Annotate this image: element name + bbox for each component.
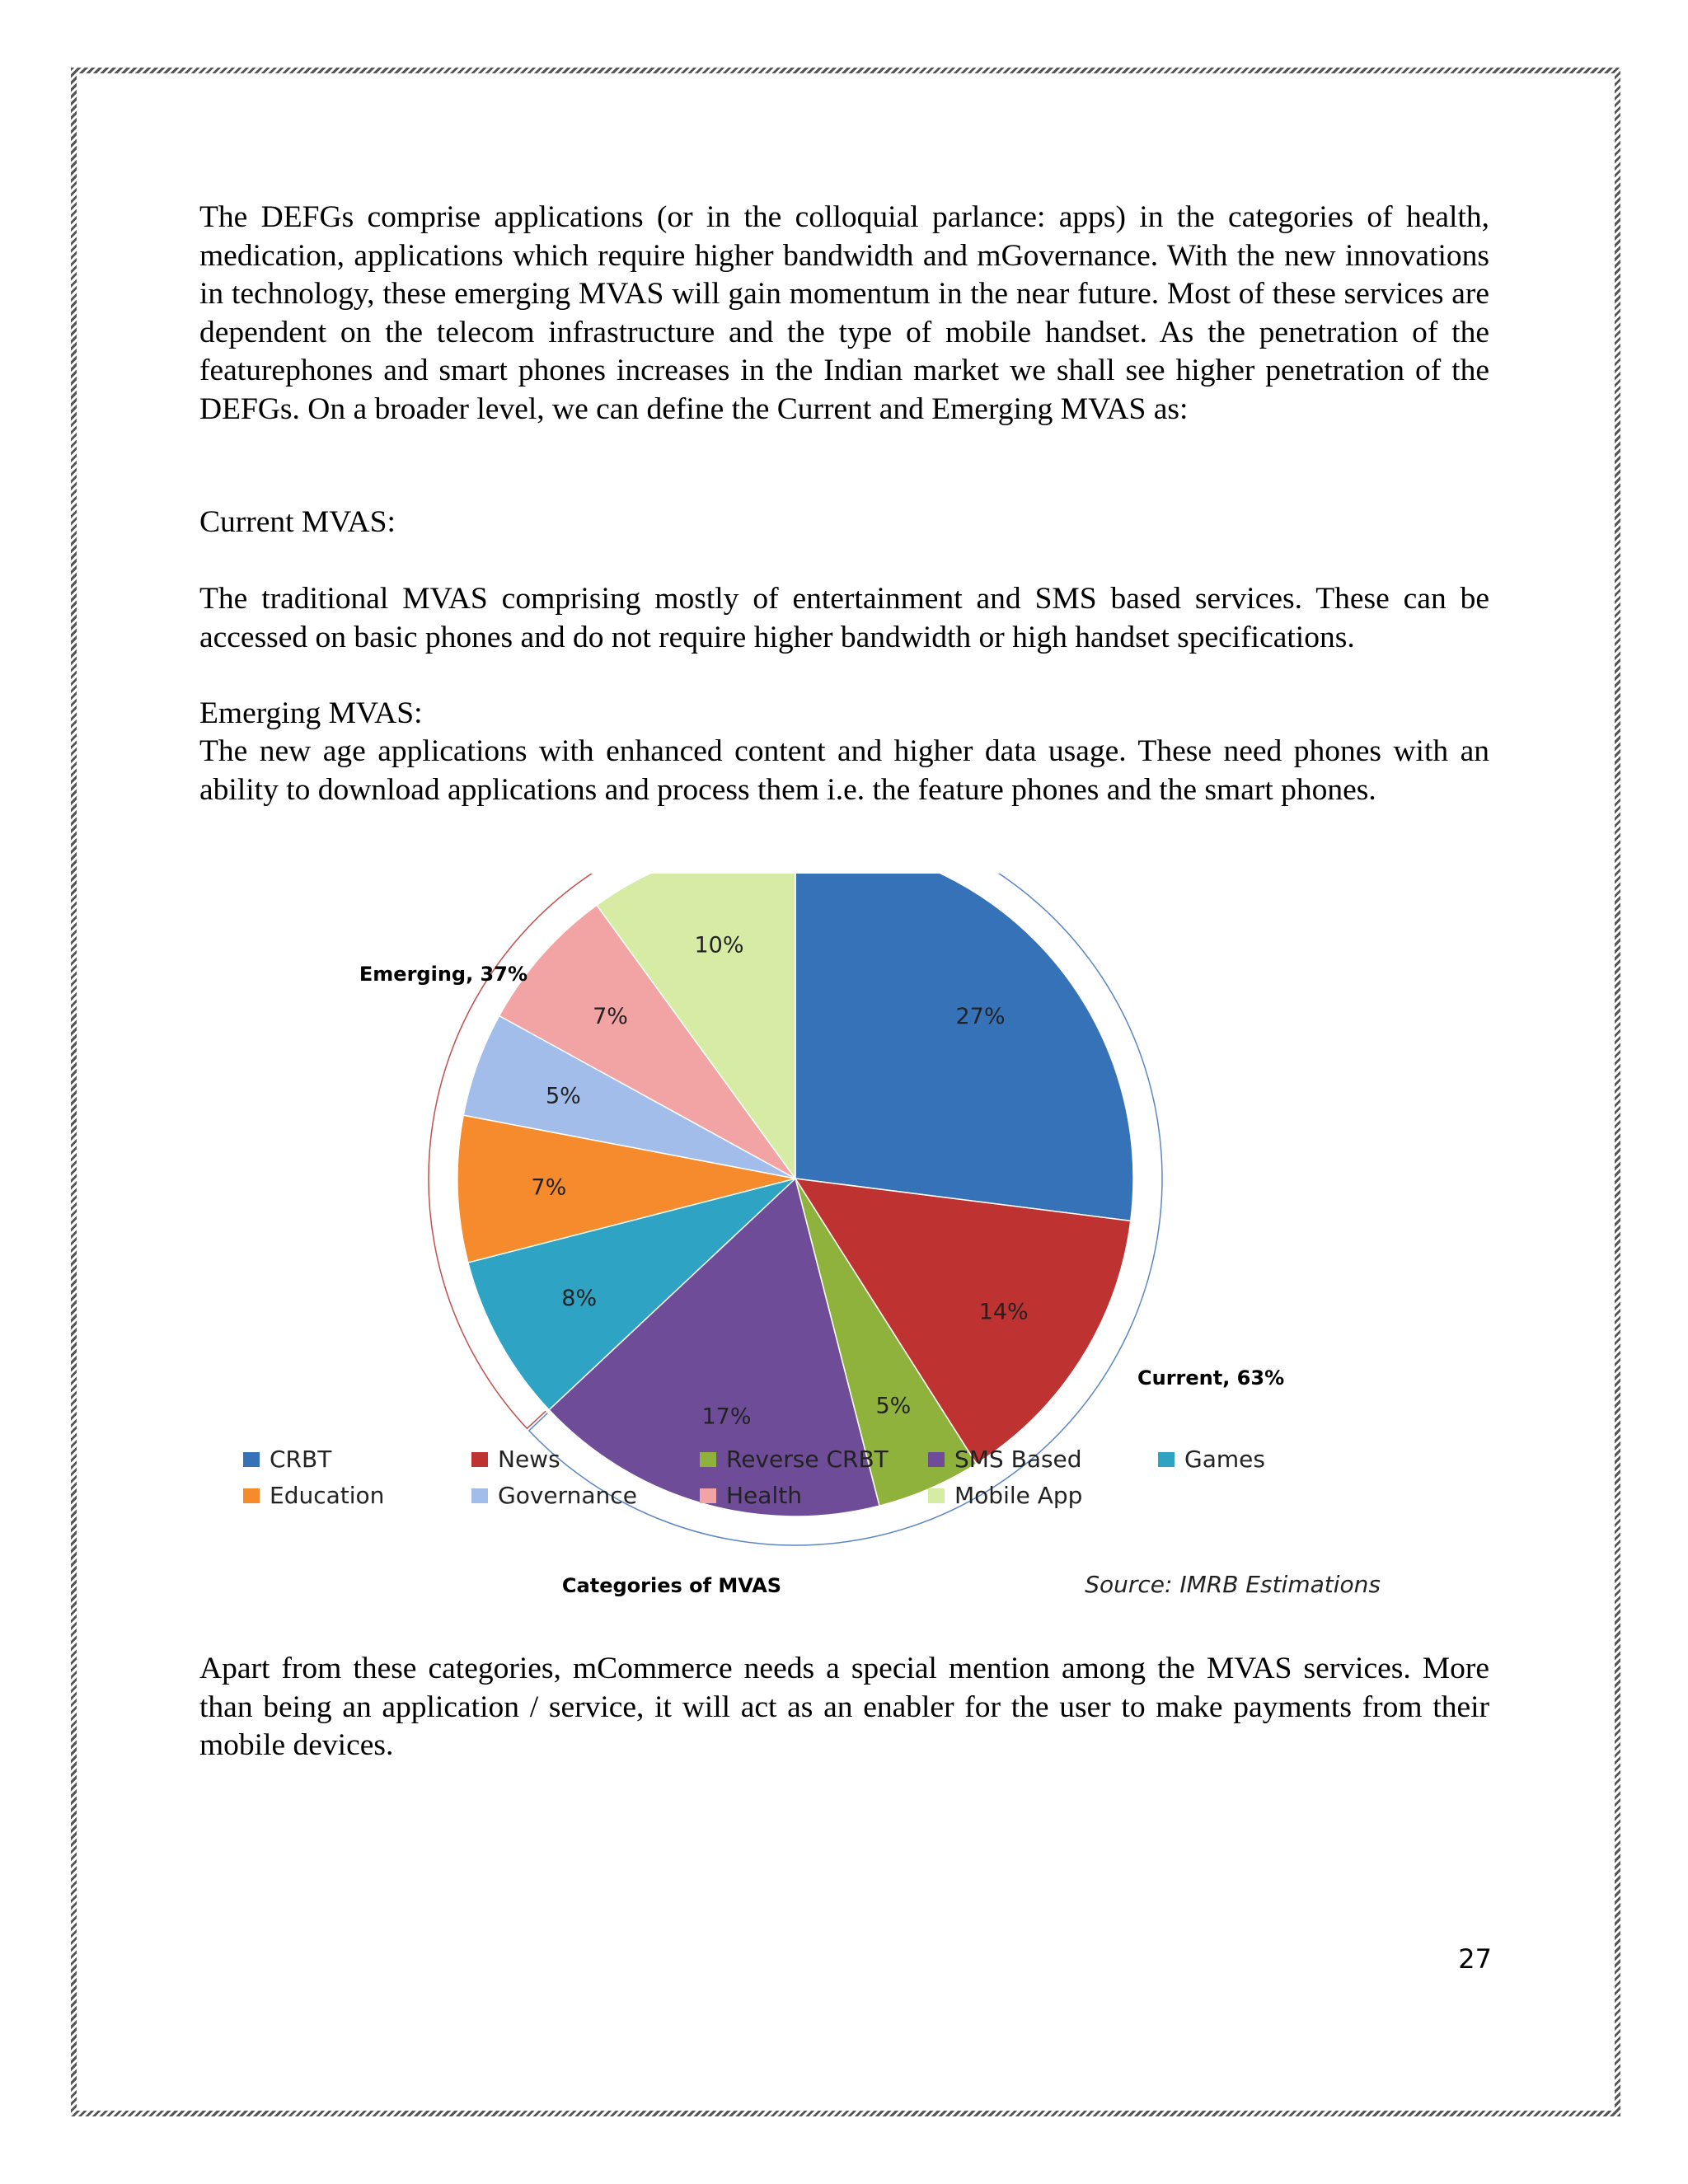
slice-label-sms-based: 17% <box>701 1404 752 1430</box>
emerging-mvas-heading: Emerging MVAS: <box>199 696 423 730</box>
current-mvas-paragraph: The traditional MVAS comprising mostly of entertainment and SMS based services. These can be accessed on basic phones and do not require higher bandwidth or high handset specifications. <box>199 582 1489 654</box>
slice-label-mobile-app: 10% <box>694 932 744 958</box>
slice-label-news: 14% <box>978 1299 1029 1325</box>
legend-item-governance <box>471 1482 637 1509</box>
legend-label-crbt: CRBT <box>270 1446 332 1473</box>
legend-swatch-sms-based <box>928 1452 945 1467</box>
slice-label-health: 7% <box>593 1004 628 1030</box>
legend-swatch-governance <box>471 1488 488 1503</box>
closing-paragraph: Apart from these categories, mCommerce needs a special mention among the MVAS services. More than being an application / service, it will act as an enabler for the user to make payments from their mobile devices. <box>199 1652 1489 1762</box>
legend-item-news <box>471 1446 560 1473</box>
legend-swatch-news <box>471 1452 488 1467</box>
legend-label-governance: Governance <box>498 1482 637 1509</box>
legend-label-health: Health <box>726 1482 802 1509</box>
legend-label-games: Games <box>1184 1446 1265 1473</box>
legend-item-reverse-crbt <box>700 1446 889 1473</box>
legend-swatch-games <box>1158 1452 1175 1467</box>
legend-swatch-reverse-crbt <box>700 1452 716 1467</box>
legend-swatch-mobile-app <box>928 1488 945 1503</box>
group-label-emerging: Emerging, 37% <box>359 963 528 986</box>
slice-label-governance: 5% <box>545 1083 581 1109</box>
legend-item-education <box>243 1482 384 1509</box>
group-label-current: Current, 63% <box>1137 1366 1285 1390</box>
legend-swatch-crbt <box>243 1452 260 1467</box>
page-number: 27 <box>1458 1943 1492 1975</box>
mvas-pie-chart <box>223 874 1409 1615</box>
legend-swatch-education <box>243 1488 260 1503</box>
legend-item-crbt <box>243 1446 332 1473</box>
legend-item-mobile-app <box>928 1482 1082 1509</box>
pie-slice-crbt <box>795 874 1133 1221</box>
emerging-mvas-paragraph: The new age applications with enhanced content and higher data usage. These need phones with an ability to download applications and process them i.e. the feature phones and the smart phones. <box>199 734 1489 807</box>
legend-item-games <box>1158 1446 1265 1473</box>
legend-label-education: Education <box>270 1482 385 1509</box>
slice-label-crbt: 27% <box>955 1004 1006 1030</box>
legend-swatch-health <box>700 1488 716 1503</box>
legend-label-reverse-crbt: Reverse CRBT <box>726 1446 889 1473</box>
current-mvas-heading: Current MVAS: <box>199 505 396 539</box>
chart-title: Categories of MVAS <box>561 1574 782 1597</box>
legend-label-news: News <box>498 1446 560 1473</box>
legend-label-mobile-app: Mobile App <box>954 1482 1083 1509</box>
slice-label-reverse-crbt: 5% <box>875 1393 912 1419</box>
slice-label-education: 7% <box>531 1174 567 1201</box>
slice-label-games: 8% <box>561 1286 598 1312</box>
chart-source: Source: IMRB Estimations <box>1085 1571 1381 1598</box>
legend-label-sms-based: SMS Based <box>954 1446 1082 1473</box>
intro-paragraph: The DEFGs comprise applications (or in the colloquial parlance: apps) in the categories of health, medication, applications which require higher bandwidth and mGovernance. With the new innovations in technology, these emerging MVAS will gain momentum in the near future. Most of these services are dependent on the telecom infrastructure and the type of mobile handset. As the penetration of the featurephones and smart phones increases in the Indian market we shall see higher penetration of the DEFGs. On a broader level, we can define the Current and Emerging MVAS as: <box>199 200 1489 426</box>
